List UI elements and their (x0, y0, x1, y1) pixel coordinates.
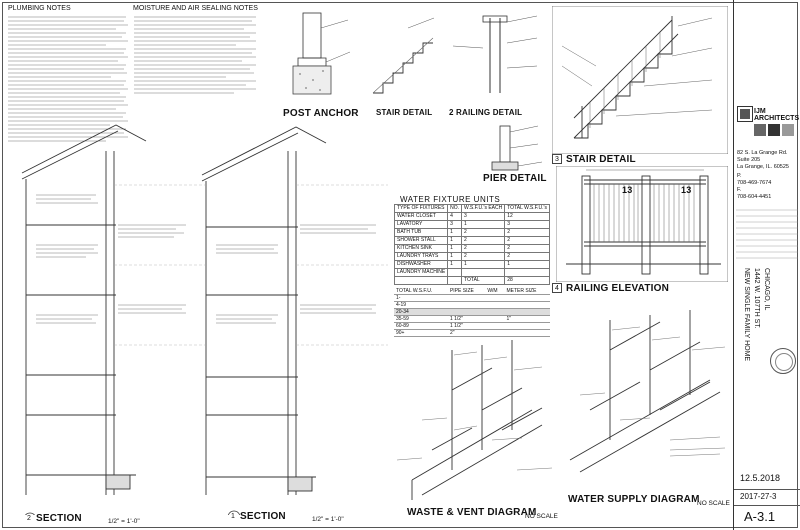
cell (504, 295, 550, 302)
water-supply-diagram (560, 300, 732, 485)
header-cell: TYPE OF FIXTURES (395, 205, 448, 213)
pier-detail-drawing (478, 118, 550, 174)
pier-detail-title: PIER DETAIL (483, 173, 547, 184)
cell: WATER CLOSET (395, 213, 448, 221)
cell: 2 (505, 237, 550, 245)
railing-detail-top-drawing (445, 8, 545, 103)
cell (448, 302, 485, 309)
architect-seal (770, 348, 796, 374)
cell: LAUNDRY MACHINE (395, 269, 448, 277)
cell: 2 (462, 253, 505, 261)
title-divider (734, 505, 800, 506)
cell: 1 (505, 261, 550, 269)
project-street: 1442 W. 107TH ST. (753, 268, 760, 329)
waste-vent-diagram (392, 330, 557, 505)
cell: SHOWER STALL (395, 237, 448, 245)
cell: 2 (505, 229, 550, 237)
cell: 12 (505, 213, 550, 221)
stair-detail-top-title: STAIR DETAIL (376, 108, 433, 117)
stair-detail-top-drawing (368, 8, 440, 103)
waste-vent-scale: NO SCALE (525, 513, 558, 520)
water-supply-scale: NO SCALE (697, 500, 730, 507)
post-anchor-drawing (268, 8, 366, 103)
cell: DISHWASHER (395, 261, 448, 269)
cell: 1 (448, 237, 462, 245)
water-fixture-title: WATER FIXTURE UNITS (400, 195, 501, 204)
total-label: TOTAL (462, 277, 505, 285)
waste-vent-title: WASTE & VENT DIAGRAM (407, 507, 537, 518)
cell (395, 277, 448, 285)
cell: 1 (448, 253, 462, 261)
cell (448, 269, 462, 277)
cell (485, 309, 504, 316)
cell: 2 (462, 237, 505, 245)
cell (485, 323, 504, 330)
cell: 35-59 (394, 316, 448, 323)
table-row (395, 261, 550, 269)
table-header-row (395, 205, 550, 213)
railing-elevation-drawing (556, 166, 728, 282)
address-line-3: La Grange, IL. 60525 (737, 164, 789, 170)
fax-label: F. (737, 187, 742, 193)
cell: 3 (448, 221, 462, 229)
cell: 2" (448, 330, 485, 337)
plumbing-notes-title: PLUMBING NOTES (8, 5, 71, 12)
header-cell: W.S.F.U.'s EACH (462, 205, 505, 213)
header-cell: TOTAL W.S.F.U.'s (505, 205, 550, 213)
cell (448, 295, 485, 302)
cell: 3 (462, 213, 505, 221)
cell: 1 (448, 245, 462, 253)
cell (448, 309, 485, 316)
table-row (395, 245, 550, 253)
header-cell: METER SIZE (504, 288, 550, 295)
table-row (395, 213, 550, 221)
table-row (394, 302, 550, 309)
cell: 2 (462, 245, 505, 253)
section-left-scale: 1/2" = 1'-0" (108, 518, 140, 525)
section-right-scale: 1/2" = 1'-0" (312, 516, 344, 523)
phone-number: 708-469-7674 (737, 180, 772, 186)
moisture-notes-title: MOISTURE AND AIR SEALING NOTES (133, 5, 258, 12)
cell (505, 269, 550, 277)
cell: LAVATORY (395, 221, 448, 229)
fax-number: 708-604-4451 (737, 194, 772, 200)
cell: LAUNDRY TRAYS (395, 253, 448, 261)
cell: 1 1/2" (448, 323, 485, 330)
logo-mark (737, 106, 753, 122)
address-line-2: Suite 205 (737, 157, 761, 163)
railing-detail-top-title: RAILING DETAIL (456, 108, 523, 117)
revision-list (734, 206, 800, 266)
table-row (394, 309, 550, 316)
water-supply-title: WATER SUPPLY DIAGRAM (568, 494, 700, 505)
cell (504, 323, 550, 330)
cell: 2 (505, 253, 550, 261)
firm-name: IJM ARCHITECTS (754, 108, 800, 122)
table-row (395, 229, 550, 237)
cell: 1 (462, 261, 505, 269)
header-cell: W/M (485, 288, 504, 295)
cell: 3 (505, 221, 550, 229)
table-row (395, 237, 550, 245)
project-city: CHICAGO, IL (763, 268, 770, 311)
railing-dim-left: 13 (622, 185, 633, 195)
water-fixture-table (394, 204, 550, 285)
railing-detail-top-number: 2 (449, 108, 454, 117)
table-row (395, 221, 550, 229)
cell (504, 309, 550, 316)
cell (462, 269, 505, 277)
cell (485, 316, 504, 323)
table-row (394, 323, 550, 330)
cell (485, 295, 504, 302)
table-total-row (395, 277, 550, 285)
railing-elevation-title: RAILING ELEVATION (566, 283, 670, 294)
project-info-vertical (740, 268, 768, 400)
header-cell: TOTAL W.S.F.U. (394, 288, 448, 295)
job-number: 2017-27-3 (740, 492, 777, 501)
cell: 1 (448, 261, 462, 269)
phone-label: P. (737, 173, 742, 179)
table-header-row (394, 288, 550, 295)
drawing-date: 12.5.2018 (740, 473, 781, 483)
cell: 1 1/2" (448, 316, 485, 323)
table-row (394, 316, 550, 323)
cell: 2 (462, 229, 505, 237)
cell: KITCHEN SINK (395, 245, 448, 253)
cell: 90+ (394, 330, 448, 337)
section-right-number: 1 (231, 513, 235, 520)
table-row (395, 269, 550, 277)
cell (448, 277, 462, 285)
cell: 60-89 (394, 323, 448, 330)
section-drawings (6, 115, 390, 515)
table-row (394, 295, 550, 302)
title-divider (734, 489, 800, 490)
stair-detail-title: STAIR DETAIL (566, 154, 636, 165)
stair-detail-number: 3 (552, 154, 562, 164)
cell: 1 (462, 221, 505, 229)
section-left-number: 2 (27, 515, 31, 522)
cell: 4-19 (394, 302, 448, 309)
sheet-number: A-3.1 (744, 509, 776, 524)
cell (485, 302, 504, 309)
post-anchor-title: POST ANCHOR (283, 108, 359, 119)
cell: 2 (505, 245, 550, 253)
cell: BATH TUB (395, 229, 448, 237)
header-cell: NO. (448, 205, 462, 213)
cell: 1" (504, 316, 550, 323)
stair-detail-drawing (552, 6, 728, 154)
section-right-label: SECTION (240, 511, 286, 522)
railing-elevation-number: 4 (552, 283, 562, 293)
section-left-label: SECTION (36, 513, 82, 524)
address-line-1: 82 S. La Grange Rd. (737, 150, 788, 156)
title-block (733, 0, 800, 530)
header-cell: PIPE SIZE (448, 288, 485, 295)
total-value: 28 (505, 277, 550, 285)
cell: 4 (448, 213, 462, 221)
table-row (395, 253, 550, 261)
railing-dim-right: 13 (681, 185, 692, 195)
cell: 1- (394, 295, 448, 302)
cell: 1 (448, 229, 462, 237)
logo-squares (754, 124, 796, 148)
cell: 20-34 (394, 309, 448, 316)
project-name: NEW SINGLE FAMILY HOME (743, 268, 750, 362)
cell (504, 302, 550, 309)
